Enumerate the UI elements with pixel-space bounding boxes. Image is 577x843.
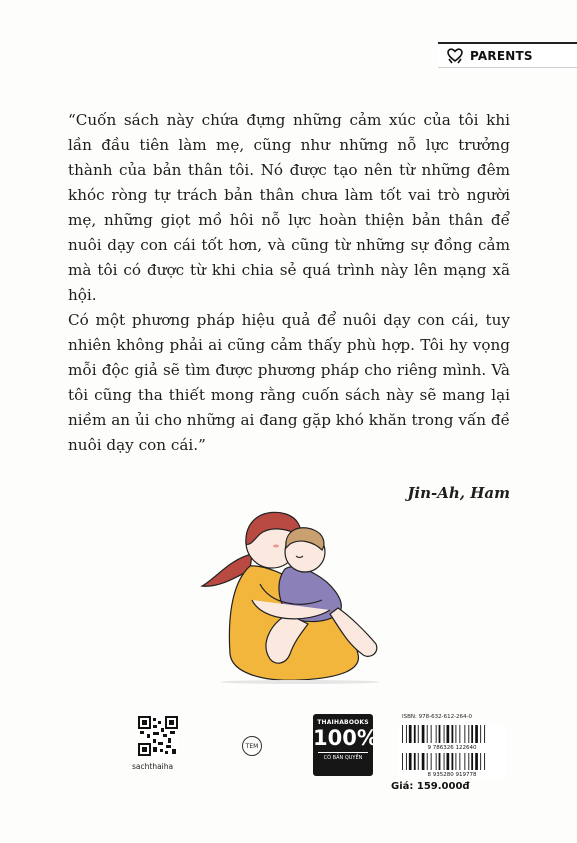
qr-code-icon[interactable] [138, 716, 178, 756]
barcode-bar [447, 753, 450, 770]
barcode-bar [484, 753, 485, 770]
barcode-bar [431, 725, 432, 743]
barcode-bar [439, 725, 441, 743]
barcode-bar [471, 725, 473, 743]
isbn-label: ISBN: 978-632-612-264-0 [402, 714, 473, 720]
copyright-stamp [313, 714, 378, 776]
barcode-bar [475, 753, 478, 770]
barcode-bar [480, 725, 481, 743]
barcode-bar [402, 753, 403, 770]
barcode-bar [409, 753, 412, 770]
barcode-bar [406, 725, 407, 743]
tem-seal: TEM [242, 736, 262, 756]
barcode-bar [464, 753, 465, 770]
quote-paragraph-2: Có một phương pháp hiệu quả để nuôi dạy con cái, tuy nhiên không phải ai cũng cảm thấy phù hợp. Tôi hy vọng mỗi độc giả sẽ tìm được phương pháp cho riêng mình. Và tôi cũng tha thiết mong rằng cuốn sách này sẽ mang lại niềm an ủi cho những ai đang gặp khó khăn trong vấn đề nuôi dạy con cái.” [68, 311, 510, 454]
stamp-number: 100% [313, 726, 378, 750]
barcode-bar [422, 753, 425, 770]
author-name: Jin-Ah, Ham [407, 484, 510, 502]
barcode-bar [464, 725, 465, 743]
quote-paragraph-1: “Cuốn sách này chứa đựng những cảm xúc của tôi khi lần đầu tiên làm mẹ, cũng như những nỗ lực trưởng thành của bản thân tôi. Nó được tạo nên từ những đêm khóc ròng tự trách bản thân chưa làm tốt vai trò người mẹ, những giọt mồ hôi nỗ lực hoàn thiện bản thân để nuôi dạy con cái tốt hơn, và cũng từ những sự đồng cảm mà tôi có được từ khi chia sẻ quá trình này lên mạng xã hội. [68, 111, 510, 304]
barcode-bar [459, 725, 460, 743]
barcode-bar [444, 753, 445, 770]
barcode-bar [406, 753, 407, 770]
mother-hugging-child-illustration [190, 504, 390, 684]
barcode-bar [436, 753, 437, 770]
barcode-bar [418, 725, 419, 743]
barcode-bar [427, 753, 428, 770]
barcode-bar [427, 725, 428, 743]
barcode-bar [447, 725, 450, 743]
quote-block [68, 108, 510, 458]
barcode-bar [468, 753, 469, 770]
barcode-bar [431, 753, 432, 770]
barcode-bar [480, 753, 481, 770]
barcode-bar [414, 725, 416, 743]
barcode-bar [444, 725, 445, 743]
barcode-bar [484, 725, 485, 743]
barcode-bar [414, 753, 416, 770]
barcode-bar [471, 753, 473, 770]
qr-caption: sachthaiha [132, 762, 174, 771]
hands-heart-icon [446, 48, 464, 64]
barcode-bar [459, 753, 460, 770]
barcode-bar [468, 725, 469, 743]
barcode-bar [409, 725, 412, 743]
barcode-bar [455, 725, 456, 743]
barcode-bar [436, 725, 437, 743]
barcode-bar [475, 725, 478, 743]
barcode-bar [402, 725, 403, 743]
barcode-top-number: 9 786326 122640 [427, 745, 477, 751]
brand-label: PARENTS [470, 48, 533, 63]
barcode-bar [439, 753, 441, 770]
barcode-bar [452, 753, 454, 770]
barcode-bar [452, 725, 454, 743]
stamp-brand: THAIHABOOKS [317, 719, 369, 726]
price-label: Giá: 159.000đ [391, 781, 470, 792]
barcode [398, 724, 506, 778]
stamp-subtitle: CÓ BẢN QUYỀN [318, 752, 368, 761]
barcode-bar [422, 725, 425, 743]
publisher-header [438, 42, 577, 68]
barcode-bottom-number: 8 935280 919778 [427, 772, 477, 778]
barcode-bar [418, 753, 419, 770]
barcode-bar [455, 753, 456, 770]
